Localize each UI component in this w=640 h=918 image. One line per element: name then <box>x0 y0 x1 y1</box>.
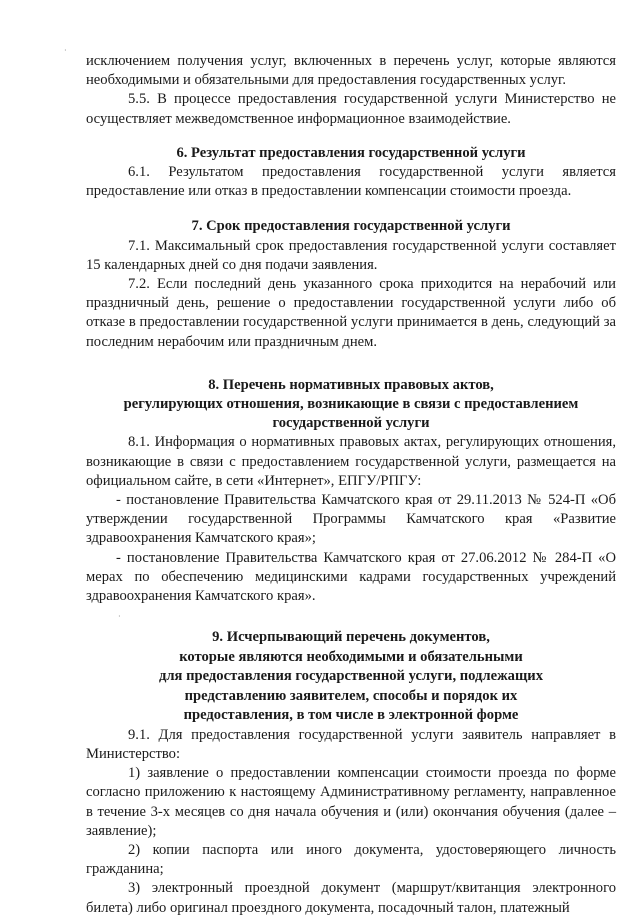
paragraph-8-1: 8.1. Информация о нормативных правовых актах, регулирующих отношения, возникающие в связи с предоставлением государственной услуги, размещается на официальном сайте, в сети «Интернет», ЕПГУ/РПГУ: <box>86 434 616 489</box>
paragraph-8-1-item-a: - постановление Правительства Камчатского края от 29.11.2013 № 524-П «Об утверждении государственной Программы Камчатского края «Развитие здравоохранения Камчатского края»; <box>86 492 616 547</box>
paragraph-9-1: 9.1. Для предоставления государственной услуги заявитель направляет в Министерство: <box>86 726 616 762</box>
paragraph-9-1-item-3: 3) электронный проездной документ (маршрут/квитанция электронного билета) либо оригинал проездного документа, посадочный талон, платежный <box>86 880 616 916</box>
paragraph-5-5: 5.5. В процессе предоставления государственной услуги Министерство не осуществляет межведомственное информационное взаимодействие. <box>86 91 616 127</box>
heading-section-8-line-3: государственной услуги <box>272 415 430 432</box>
paragraph-9-1-item-2: 2) копии паспорта или иного документа, удостоверяющего личность гражданина; <box>86 842 616 878</box>
heading-section-9 <box>86 628 616 726</box>
scan-speck: · <box>118 612 121 621</box>
heading-section-9-line-2: которые являются необходимыми и обязательными <box>179 648 523 665</box>
paragraph-9-1-item-1: 1) заявление о предоставлении компенсации стоимости проезда по форме согласно приложению к настоящему Административному регламенту, направленное в течение 3-х месяцев со дня начала обучения и (или) окончания обучения (далее – заявление); <box>86 765 616 839</box>
heading-section-9-line-4: представлению заявителем, способы и порядок их <box>184 687 518 704</box>
paragraph-7-1: 7.1. Максимальный срок предоставления государственной услуги составляет 15 календарных дней со дня подачи заявления. <box>86 237 616 273</box>
paragraph-intro-continuation: исключением получения услуг, включенных в перечень услуг, которые являются необходимыми и обязательными для предоставления государственных услуг. <box>86 53 616 89</box>
heading-section-7: 7. Срок предоставления государственной услуги <box>191 218 511 235</box>
heading-section-8-line-2: регулирующих отношения, возникающие в связи с предоставлением <box>123 396 579 413</box>
heading-section-6: 6. Результат предоставления государственной услуги <box>176 144 526 161</box>
paragraph-8-1-item-b: - постановление Правительства Камчатского края от 27.06.2012 № 284-П «О мерах по обеспечению медицинскими кадрами государственных учреждений здравоохранения Камчатского края». <box>86 549 616 605</box>
heading-section-8 <box>86 376 616 434</box>
heading-section-9-line-3: для предоставления государственной услуги, подлежащих <box>158 668 543 685</box>
paragraph-6-1: 6.1. Результатом предоставления государственной услуги является предоставление или отказ в предоставлении компенсации стоимости проезда. <box>86 164 616 200</box>
heading-section-9-line-5: предоставления, в том числе в электронной форме <box>183 707 519 724</box>
heading-section-9-line-1: 9. Исчерпывающий перечень документов, <box>212 629 490 646</box>
document-page <box>86 52 616 918</box>
scan-speck: · <box>64 46 67 55</box>
paragraph-7-2: 7.2. Если последний день указанного срока приходится на нерабочий или праздничный день, решение о предоставлении государственной услуги либо об отказе в предоставлении государственной услуги принимается в день, следующий за последним нерабочим или праздничным днем. <box>86 276 616 350</box>
heading-section-8-line-1: 8. Перечень нормативных правовых актов, <box>208 376 494 393</box>
